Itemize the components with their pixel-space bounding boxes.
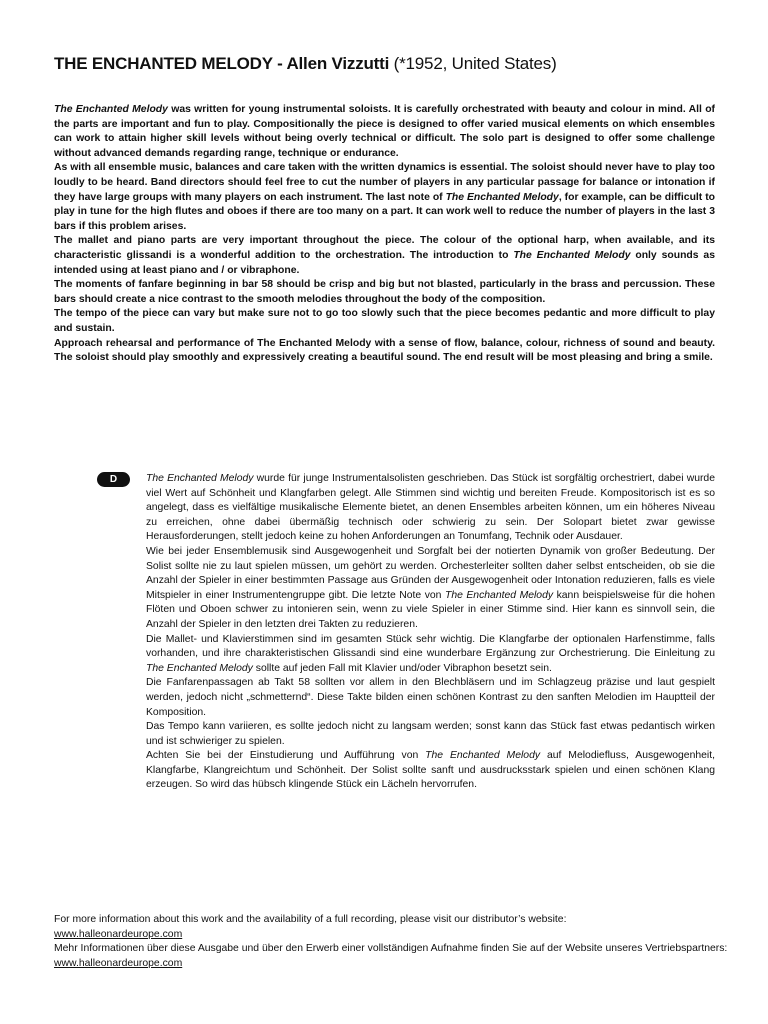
de-paragraph-1: The Enchanted Melody wurde für junge Instrumentalsolisten geschrieben. Das Stück ist sorgfältig orchestriert, dabei wurde viel Wert auf Schönheit und Klangfarben gelegt. Alle Stimmen sind wichtig und bereiten Freude. Kompositorisch ist es so angelegt, dass es vielfältige musikalische Elemente bietet, an denen Ensembles arbeiten können, um ein höheres Niveau zu erreichen, ohne dabei übermäßig technisch oder schwierig zu sein. Der Solopart bietet zwar gewisse Herausforderungen, stellt jedoch keine zu hohen Anforderungen an Tonumfang, Technik oder Ausdauer. [146, 473, 715, 543]
de-paragraph-4: Die Fanfarenpassagen ab Takt 58 sollten vor allem in den Blechbläsern und im Schlagzeug präzise und laut gespielt werden, jedoch nicht „schmetternd“. Diese Takte bilden einen schönen Kontrast zu den sanften Melodien im Hauptteil der Komposition. [146, 677, 715, 718]
en-paragraph-5: The tempo of the piece can vary but make sure not to go too slowly such that the piece becomes pedantic and more difficult to play and sustain. [54, 308, 715, 334]
work-title: The Enchanted Melody [513, 249, 631, 261]
page-title [54, 54, 557, 74]
german-text [146, 472, 715, 793]
title-main: THE ENCHANTED MELODY - Allen Vizzutti [54, 54, 390, 73]
work-title: The Enchanted Melody [54, 104, 168, 115]
footer-de [54, 942, 734, 971]
de-paragraph-6: Achten Sie bei der Einstudierung und Aufführung von The Enchanted Melody auf Melodiefluss, Ausgewogenheit, Klangfarbe, Klangreichtum und Schönheit. Der Solist sollte sanft und ausdrucksstark spielen und einen schönen Klang erzeugen. So wird das hübsch klingende Stück ein Lächeln hervorrufen. [146, 750, 715, 791]
work-title: The Enchanted Melody [444, 589, 554, 601]
english-text [54, 103, 715, 366]
work-title: The Enchanted Melody [146, 662, 253, 674]
en-paragraph-6: Approach rehearsal and performance of The Enchanted Melody with a sense of flow, balance, colour, richness of sound and beauty. The soloist should play smoothly and expressively creating a beautiful sound. The end result will be most pleasing and bring a smile. [54, 337, 715, 364]
en-paragraph-4: The moments of fanfare beginning in bar 58 should be crisp and big but not blasted, particularly in the brass and percussion. These bars should create a nice contrast to the smooth melodies throughout the body of the composition. [54, 279, 715, 305]
en-paragraph-2: As with all ensemble music, balances and care taken with the written dynamics is essential. The soloist should never have to play too loudly to be heard. Band directors should feel free to cut the number of players in any particular passage for balance or intonation if they have large groups with many players on each instrument. The last note of The Enchanted Melody, for example, can be difficult to play in tune for the high flutes and oboes if there are too many on a part. It can work well to reduce the number of players in the last 3 bars if this problem arises. [54, 162, 715, 232]
composer-info: (*1952, United States) [393, 54, 557, 73]
distributor-link-2[interactable]: www.halleonardeurope.com [54, 957, 183, 969]
work-title: The Enchanted Melody [146, 473, 254, 484]
de-paragraph-2: Wie bei jeder Ensemblemusik sind Ausgewogenheit und Sorgfalt bei der notierten Dynamik von großer Bedeutung. Der Solist sollte nie zu laut spielen müssen, um gehört zu werden. Orchesterleiter sollten daher selbst entscheiden, ob sie die Anzahl der Spieler in einer bestimmten Passage aus Gründen der Ausgewogenheit oder Intonation reduzieren, falls es viele Mitspieler in einer Instrumentengruppe gibt. Die letzte Note von The Enchanted Melody kann beispielsweise für die hohen Flöten und Oboen schwer zu intonieren sein, wenn zu viele Spieler in einer Stimme sind. Hier kann es sinnvoll sein, die Anzahl der Spieler in den letzten drei Takten zu reduzieren. [146, 545, 715, 630]
de-paragraph-5: Das Tempo kann variieren, es sollte jedoch nicht zu langsam werden; sonst kann das Stück fast etwas pedantisch wirken und ist schwieriger zu spielen. [146, 721, 715, 747]
work-title: The Enchanted Melody [445, 191, 559, 203]
en-paragraph-1: The Enchanted Melody was written for young instrumental soloists. It is carefully orchestrated with beauty and colour in mind. All of the parts are important and fun to play. Compositionally the piece is designed to offer varied musical elements on which ensembles can work to attain higher skill levels without being overly technical or difficult. The solo part is designed to offer some challenge without advanced demands regarding range, technique or endurance. [54, 104, 716, 159]
work-title: The Enchanted Melody [425, 750, 541, 762]
distributor-link-1[interactable]: www.halleonardeurope.com [54, 928, 183, 940]
footer-de-text: Mehr Informationen über diese Ausgabe und über den Erwerb einer vollständigen Aufnahme finden Sie auf der Website unseres Vertriebspartners: [54, 943, 728, 955]
language-badge-de: D [97, 472, 130, 487]
de-paragraph-3: Die Mallet- und Klavierstimmen sind im gesamten Stück sehr wichtig. Die Klangfarbe der optionalen Harfenstimme, falls vorhanden, und ihre charakteristischen Glissandi sind eine wunderbare Ergänzung zur Orchestrierung. Die Einleitung zu The Enchanted Melody sollte auf jeden Fall mit Klavier und/oder Vibraphon besetzt sein. [146, 633, 715, 674]
en-paragraph-3: The mallet and piano parts are very important throughout the piece. The colour of the optional harp, when available, and its characteristic glissandi is a wonderful addition to the orchestration. The introduction to The Enchanted Melody only sounds as intended using at least piano and / or vibraphone. [54, 235, 715, 276]
footer-en-text: For more information about this work and the availability of a full recording, please visit our distributor’s website: [54, 914, 567, 925]
footer [54, 913, 734, 971]
